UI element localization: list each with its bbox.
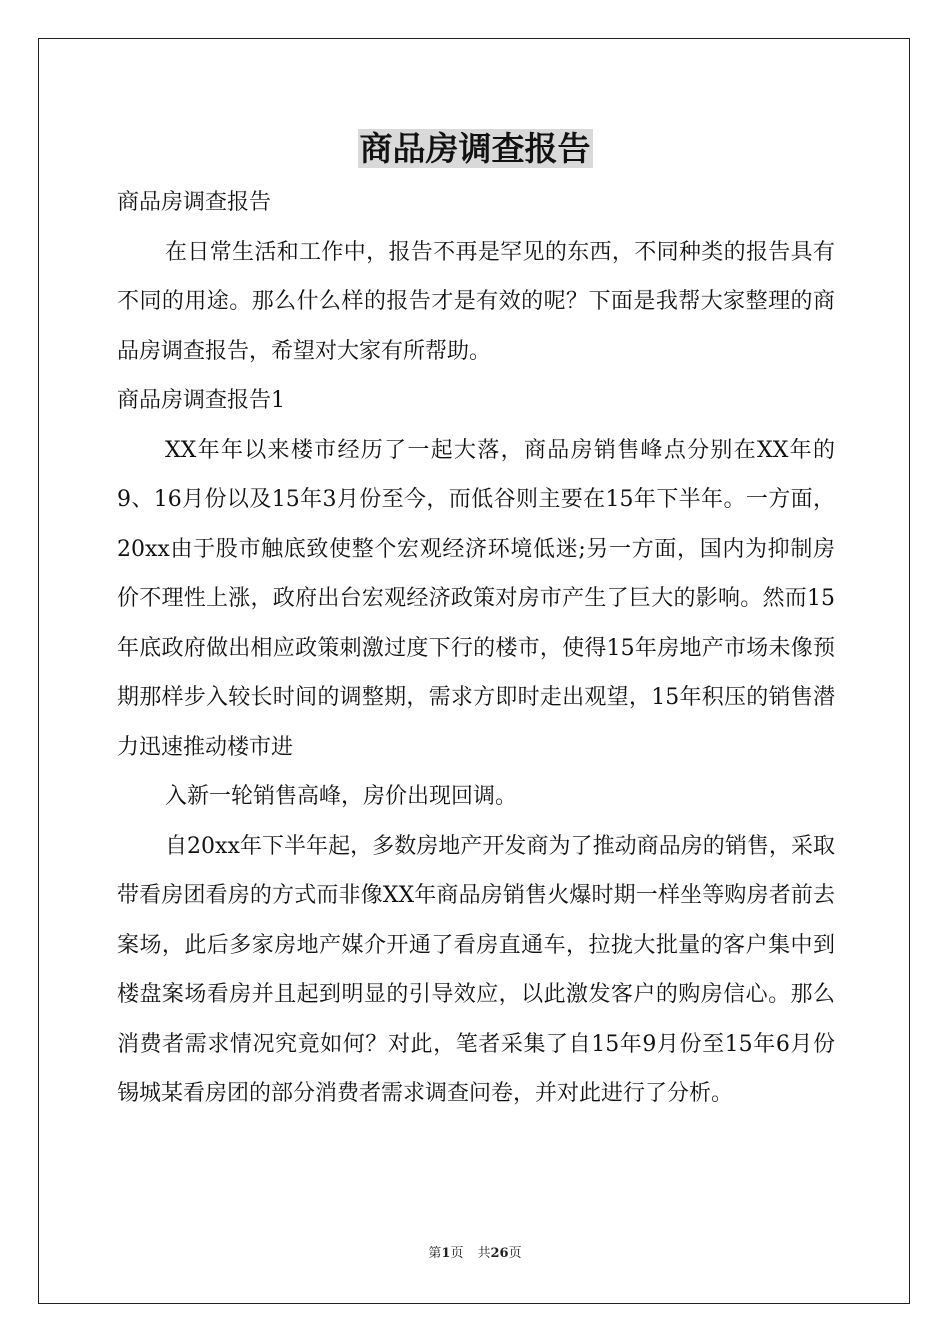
footer-page-number: 1 — [441, 1246, 451, 1261]
body-paragraph-3: 自20xx年下半年起，多数房地产开发商为了推动商品房的销售，采取带看房团看房的方式而非像XX年商品房销售火爆时期一样坐等购房者前去案场，此后多家房地产媒介开通了看房直通车，拉拢大批量的客户集中到楼盘案场看房并且起到明显的引导效应，以此激发客户的购房信心。那么消费者需求情况究竟如何？对此，笔者采集了自15年9月份至15年6月份锡城某看房团的部分消费者需求调查问卷，并对此进行了分析。 — [117, 833, 835, 1106]
section-heading-1: 商品房调查报告1 — [117, 388, 285, 413]
document-subtitle: 商品房调查报告 — [117, 190, 272, 215]
document-title-text: 商品房调查报告 — [359, 129, 591, 168]
page-footer — [0, 1245, 950, 1263]
footer-page-suffix: 页 — [450, 1246, 464, 1261]
footer-total-prefix: 共 — [477, 1246, 491, 1261]
intro-paragraph: 在日常生活和工作中，报告不再是罕见的东西，不同种类的报告具有不同的用途。那么什么样的报告才是有效的呢？下面是我帮大家整理的商品房调查报告，希望对大家有所帮助。 — [117, 239, 835, 364]
footer-page-prefix: 第 — [428, 1246, 442, 1261]
document-body — [117, 178, 835, 1119]
footer-total-pages: 26 — [490, 1246, 509, 1261]
body-paragraph-2: 入新一轮销售高峰，房价出现回调。 — [165, 784, 518, 809]
footer-total-suffix: 页 — [508, 1246, 522, 1261]
document-title — [0, 127, 950, 171]
body-paragraph-1: XX年年以来楼市经历了一起大落，商品房销售峰点分别在XX年的9、16月份以及15年3月份至今，而低谷则主要在15年下半年。一方面，20xx由于股市触底致使整个宏观经济环境低迷;另一方面，国内为抑制房价不理性上涨，政府出台宏观经济政策对房市产生了巨大的影响。然而15年底政府做出相应政策刺激过度下行的楼市，使得15年房地产市场未像预期那样步入较长时间的调整期，需求方即时走出观望，15年积压的销售潜力迅速推动楼市进 — [117, 437, 835, 760]
